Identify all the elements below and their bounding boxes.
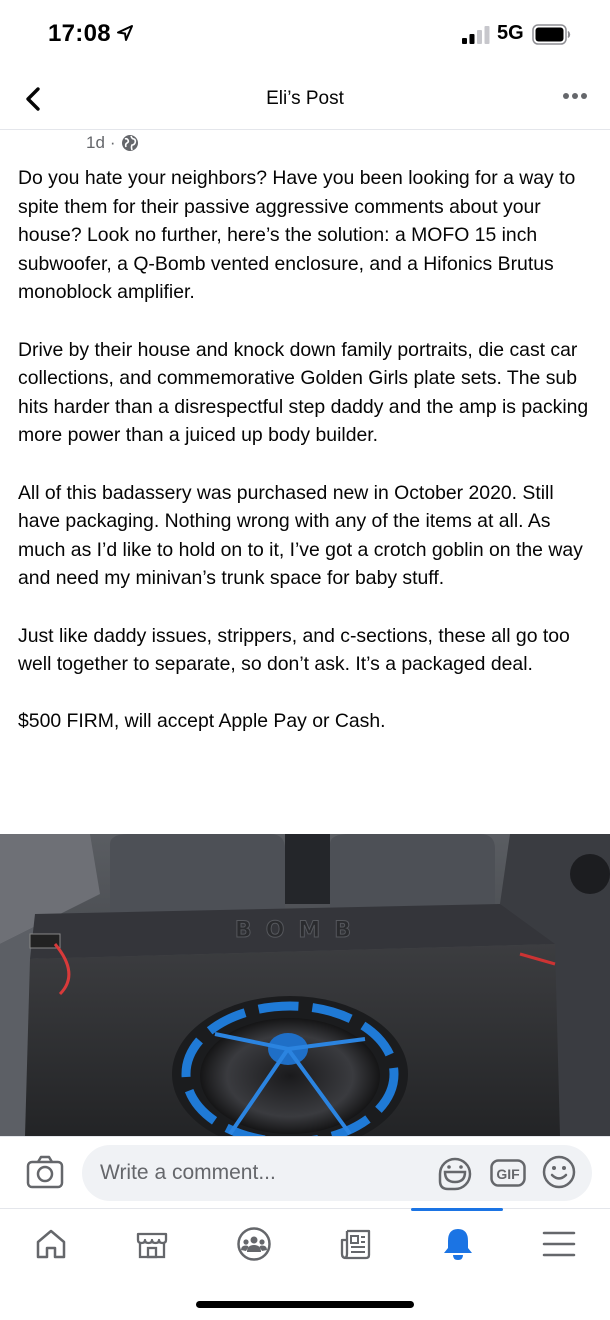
meta-separator: ·	[109, 133, 116, 152]
home-indicator	[196, 1301, 414, 1308]
gif-label: GIF	[496, 1166, 520, 1182]
battery-icon	[532, 24, 572, 45]
groups-icon	[236, 1226, 272, 1262]
comment-placeholder: Write a comment...	[100, 1161, 276, 1184]
post-paragraph: Just like daddy issues, strippers, and c-sections, these all go too well together to separate, so don’t ask. It’s a packaged deal.	[18, 624, 570, 676]
subwoofer-photo-illustration	[0, 834, 610, 1136]
post-timestamp[interactable]: 1d	[86, 133, 105, 152]
home-icon	[33, 1226, 69, 1262]
signal-icon	[462, 26, 492, 44]
network-type: 5G	[497, 22, 524, 44]
tab-home[interactable]	[21, 1219, 81, 1269]
comment-bar	[0, 1136, 610, 1208]
tab-notifications[interactable]	[428, 1219, 488, 1269]
marketplace-icon	[134, 1226, 170, 1262]
post-photo[interactable]	[0, 834, 610, 1136]
more-options-icon[interactable]	[562, 90, 588, 102]
menu-icon	[541, 1226, 577, 1262]
bottom-tab-bar	[0, 1208, 610, 1272]
box-logo-text: BOMB	[234, 918, 366, 943]
tab-news[interactable]	[326, 1219, 386, 1269]
camera-icon[interactable]	[26, 1155, 64, 1189]
bell-icon	[440, 1226, 476, 1262]
post-meta	[86, 132, 139, 154]
page-title: Eli’s Post	[266, 88, 344, 109]
status-bar	[0, 0, 610, 68]
location-arrow-icon	[116, 24, 134, 42]
post-text	[18, 164, 598, 764]
status-time: 17:08	[48, 20, 111, 47]
globe-icon	[121, 134, 139, 152]
gif-button[interactable]	[490, 1159, 526, 1187]
post-paragraph: All of this badassery was purchased new in October 2020. Still have packaging. Nothing wrong with any of the items at all. As much as I’d like to hold on to it, I’ve got a crotch goblin on the way and need my minivan’s trunk space for baby stuff.	[18, 481, 583, 590]
tab-marketplace[interactable]	[122, 1219, 182, 1269]
active-tab-indicator	[411, 1208, 503, 1211]
post-paragraph: Do you hate your neighbors? Have you been looking for a way to spite them for their passive aggressive comments about your house? Look no further, here’s the solution: a MOFO 15 inch subwoofer, a Q-Bomb vented enclosure, and a Hifonics Brutus monoblock amplifier.	[18, 167, 576, 304]
tab-groups[interactable]	[224, 1219, 284, 1269]
gif-icon	[490, 1159, 526, 1187]
post-paragraph: $500 FIRM, will accept Apple Pay or Cash.	[18, 710, 386, 733]
news-icon	[338, 1226, 374, 1262]
sticker-icon[interactable]	[436, 1155, 474, 1193]
post-paragraph: Drive by their house and knock down family portraits, die cast car collections, and commemorative Golden Girls plate sets. The sub hits harder than a disrespectful step daddy and the amp is packing more power than a juiced up body builder.	[18, 338, 589, 447]
emoji-icon[interactable]	[542, 1155, 576, 1189]
top-nav	[0, 68, 610, 130]
tab-menu[interactable]	[529, 1219, 589, 1269]
